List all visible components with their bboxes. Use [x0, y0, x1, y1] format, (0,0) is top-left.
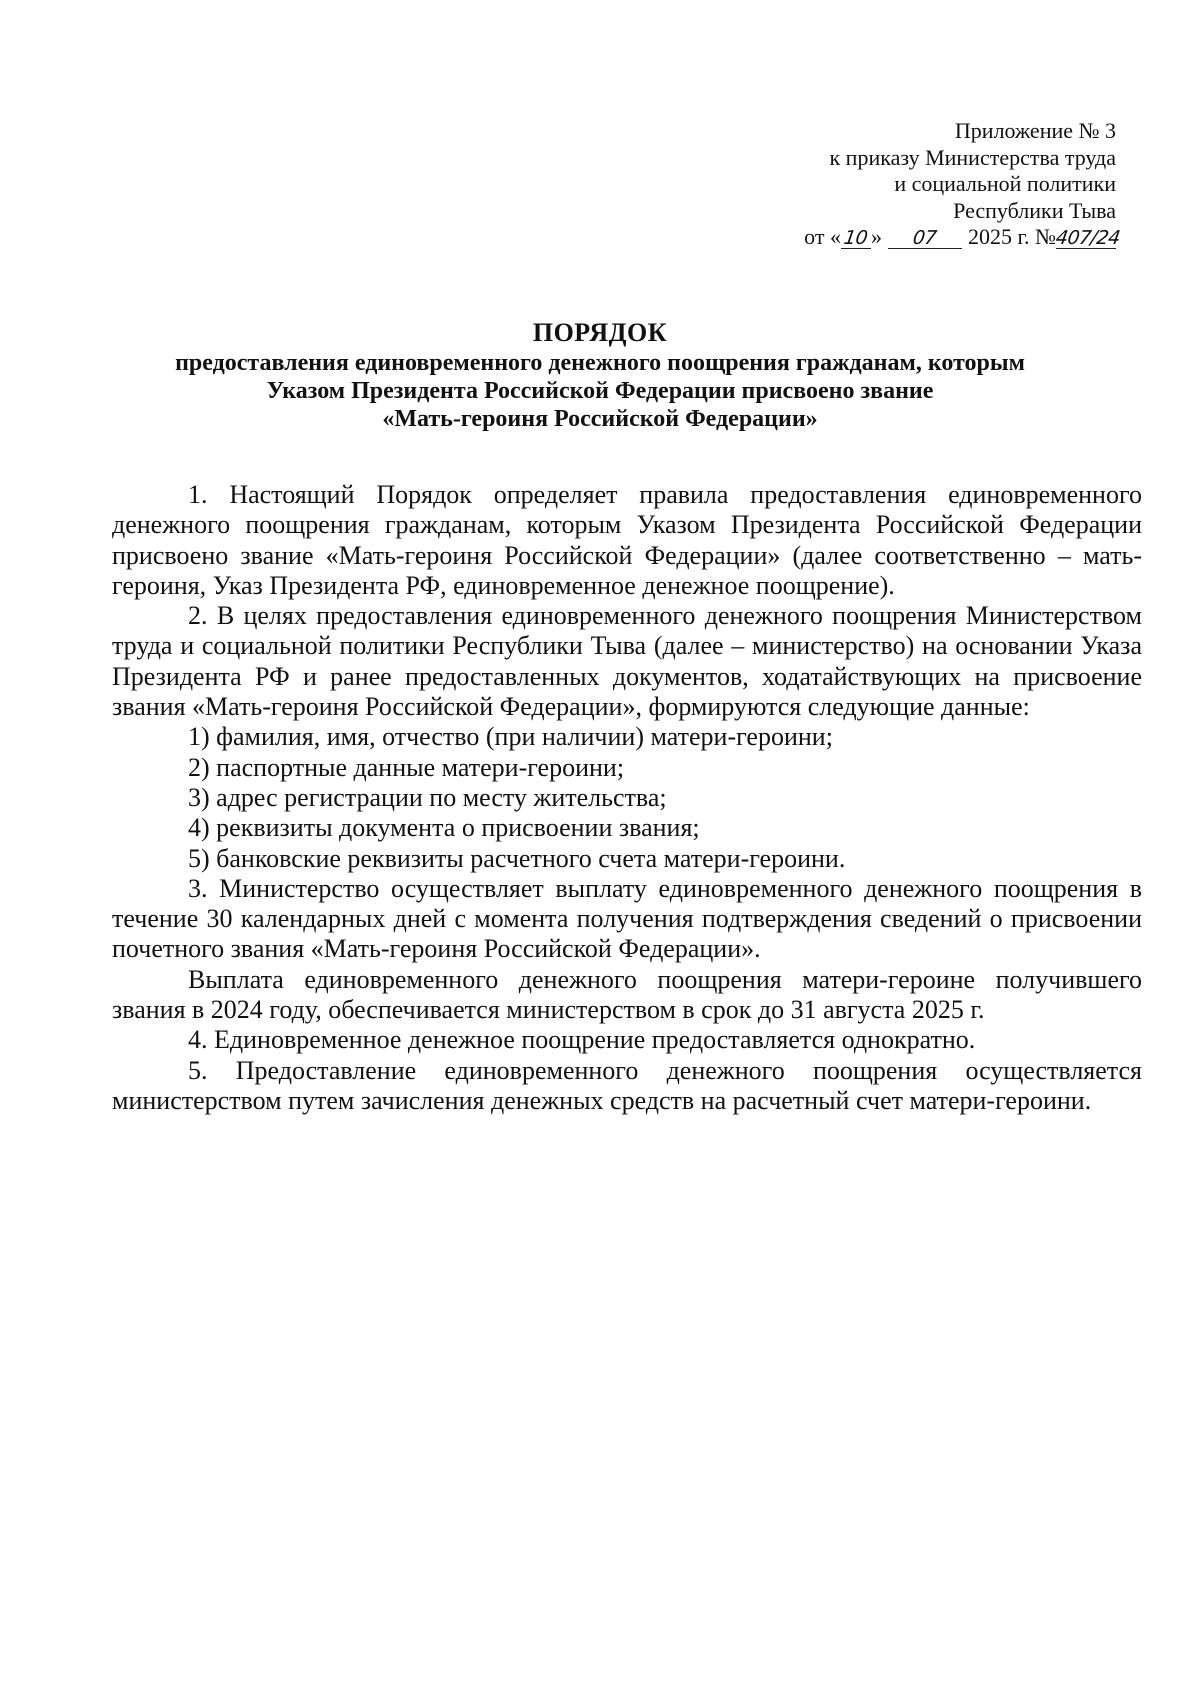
paragraph-2: 2. В целях предоставления единовременного денежного поощрения Министерством труда и социальной политики Республики Тыва (далее – министерство) на основании Указа Президента РФ и ранее предоставленных документов, ходатайствующих на присвоение звания «Мать-героиня Российской Федерации», формируются следующие данные:: [112, 601, 1142, 722]
title-subtitle-line: «Мать-героиня Российской Федерации»: [382, 406, 818, 432]
date-month-field: [888, 227, 962, 249]
title-subtitle-line: Указом Президента Российской Федерации присвоено звание: [266, 378, 934, 404]
date-year: 2025 г. №: [967, 224, 1056, 249]
list-item: 3) адрес регистрации по месту жительства;: [188, 782, 667, 812]
document-title: [0, 317, 1200, 433]
list-item: 1) фамилия, имя, отчество (при наличии) матери-героини;: [188, 722, 833, 752]
title-main: ПОРЯДОК: [532, 318, 668, 347]
date-month-handwritten: 07: [911, 227, 939, 249]
appendix-line: Приложение № 3: [954, 118, 1116, 143]
order-number-field: [1054, 227, 1122, 249]
date-day-handwritten: 10: [842, 227, 870, 249]
paragraph-4: 4. Единовременное денежное поощрение предоставляется однократно.: [188, 1025, 976, 1055]
list-item: 5) банковские реквизиты расчетного счета матери-героини.: [188, 843, 846, 873]
appendix-line: и социальной политики: [894, 171, 1116, 196]
date-prefix: от «: [804, 224, 841, 249]
paragraph-5: 5. Предоставление единовременного денежного поощрения осуществляется министерством путем зачисления денежных средств на расчетный счет матери-героини.: [112, 1055, 1142, 1115]
paragraph-3: 3. Министерство осуществляет выплату единовременного денежного поощрения в течение 30 календарных дней с момента получения подтверждения сведений о присвоении почетного звания «Мать-героиня Российской Федерации».: [112, 873, 1142, 964]
date-mid: »: [870, 224, 882, 249]
appendix-line: к приказу Министерства труда: [829, 144, 1116, 170]
document-body: [112, 480, 1142, 1116]
date-day-field: [841, 227, 871, 249]
list-item: 4) реквизиты документа о присвоении звания;: [188, 813, 700, 843]
paragraph-1: 1. Настоящий Порядок определяет правила предоставления единовременного денежного поощрения гражданам, которым Указом Президента Российской Федерации присвоено звание «Мать-героиня Российской Федерации» (далее соответственно – мать-героиня, Указ Президента РФ, единовременное денежное поощрение).: [112, 480, 1142, 600]
order-date-line: [804, 224, 1122, 251]
order-number-handwritten: 407/24: [1054, 227, 1122, 249]
list-item: 2) паспортные данные матери-героини;: [188, 752, 625, 782]
paragraph-3-payment: Выплата единовременного денежного поощрения матери-героине получившего звания в 2024 году, обеспечивается министерством в срок до 31 августа 2025 г.: [112, 964, 1142, 1025]
appendix-line: Республики Тыва: [953, 197, 1116, 223]
appendix-header: [804, 118, 1122, 251]
title-subtitle-line: предоставления единовременного денежного поощрения гражданам, которым: [175, 350, 1025, 376]
